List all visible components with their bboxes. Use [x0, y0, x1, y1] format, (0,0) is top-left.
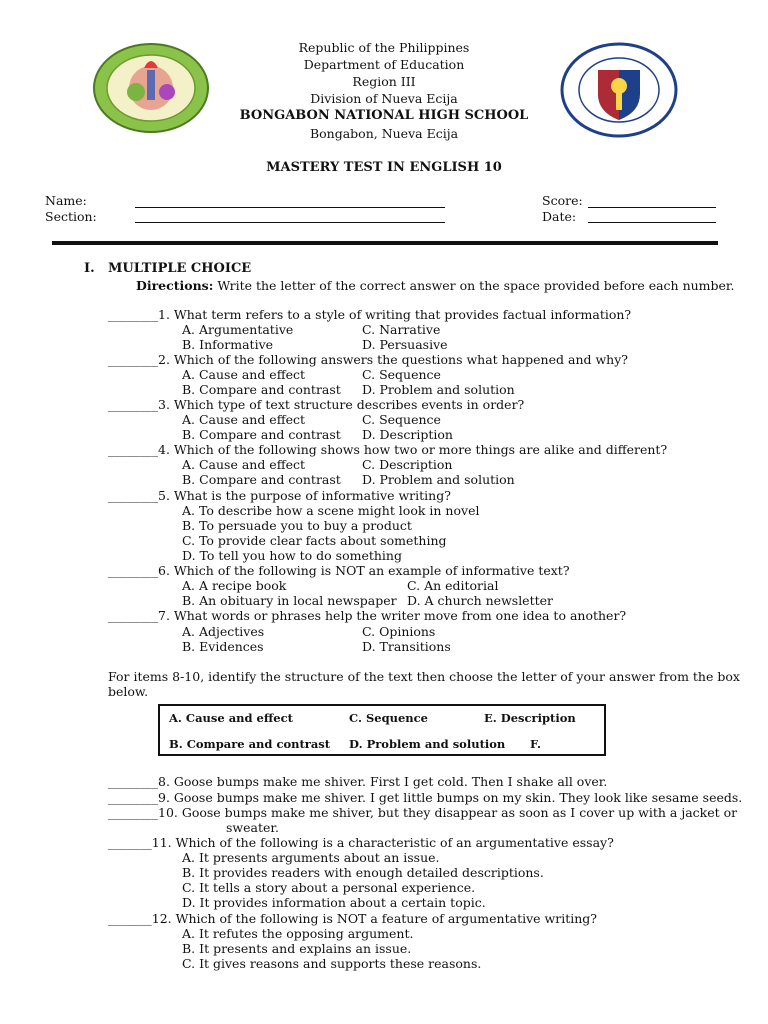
q7-choice-c: C. Opinions — [362, 624, 436, 639]
q12-choice-b: B. It presents and explains an issue. — [182, 941, 412, 956]
box-choice-a: A. Cause and effect — [169, 711, 293, 725]
part-number: I. — [84, 261, 95, 276]
item-10: ________10. Goose bumps make me shiver, but they disappear as soon as I cover up with a jacket or — [108, 805, 738, 820]
q5-choice-c: C. To provide clear facts about something — [182, 533, 447, 548]
date-line[interactable] — [588, 222, 716, 223]
q1-choice-a: A. Argumentative — [182, 322, 294, 337]
question-4: ________4. Which of the following shows how two or more things are alike and different? — [108, 442, 668, 457]
q11-choice-a: A. It presents arguments about an issue. — [182, 850, 440, 865]
q4-choice-d: D. Problem and solution — [362, 472, 515, 487]
q3-choice-d: D. Description — [362, 427, 453, 442]
q2-choice-c: C. Sequence — [362, 367, 441, 382]
q5-choice-b: B. To persuade you to buy a product — [182, 518, 412, 533]
score-label: Score: — [542, 193, 583, 208]
name-line[interactable] — [135, 207, 445, 208]
header-republic: Republic of the Philippines — [298, 40, 470, 55]
q1-choice-b: B. Informative — [182, 337, 274, 352]
question-6: ________6. Which of the following is NOT an example of informative text? — [108, 563, 570, 578]
question-7: ________7. What words or phrases help the writer move from one idea to another? — [108, 608, 627, 623]
q2-choice-b: B. Compare and contrast — [182, 382, 341, 397]
q4-choice-a: A. Cause and effect — [182, 457, 306, 472]
q7-choice-a: A. Adjectives — [182, 624, 265, 639]
directions-text: Write the letter of the correct answer on the space provided before each number. — [217, 278, 735, 293]
header-region: Region III — [352, 74, 416, 89]
q11-choice-c: C. It tells a story about a personal experience. — [182, 880, 476, 895]
box-choice-b: B. Compare and contrast — [169, 737, 331, 751]
box-choice-f: F. — [530, 737, 542, 751]
instruction-8-10-line1: For items 8-10, identify the structure of the text then choose the letter of your answer from the box — [108, 669, 740, 684]
header-department: Department of Education — [303, 57, 465, 72]
instruction-8-10-line2: below. — [108, 684, 149, 699]
q6-choice-a: A. A recipe book — [182, 578, 287, 593]
q3-choice-a: A. Cause and effect — [182, 412, 306, 427]
q12-choice-a: A. It refutes the opposing argument. — [182, 926, 414, 941]
header-division: Division of Nueva Ecija — [310, 91, 458, 106]
question-3: ________3. Which type of text structure describes events in order? — [108, 397, 525, 412]
question-11: _______11. Which of the following is a characteristic of an argumentative essay? — [108, 835, 614, 850]
directions-label: Directions: — [136, 278, 214, 293]
question-5: ________5. What is the purpose of informative writing? — [108, 488, 451, 503]
score-line[interactable] — [588, 207, 716, 208]
school-name: BONGABON NATIONAL HIGH SCHOOL — [239, 108, 529, 123]
q2-choice-a: A. Cause and effect — [182, 367, 306, 382]
q11-choice-b: B. It provides readers with enough detailed descriptions. — [182, 865, 544, 880]
directions — [136, 278, 735, 293]
box-choice-e: E. Description — [484, 711, 576, 725]
box-choice-d: D. Problem and solution — [349, 737, 506, 751]
q6-choice-c: C. An editorial — [407, 578, 499, 593]
q1-choice-d: D. Persuasive — [362, 337, 448, 352]
q6-choice-b: B. An obituary in local newspaper — [182, 593, 397, 608]
question-2: ________2. Which of the following answers the questions what happened and why? — [108, 352, 628, 367]
item-10-continued: sweater. — [226, 820, 279, 835]
q2-choice-d: D. Problem and solution — [362, 382, 515, 397]
item-8: ________8. Goose bumps make me shiver. First I get cold. Then I shake all over. — [108, 774, 608, 789]
name-label: Name: — [45, 193, 87, 208]
q7-choice-b: B. Evidences — [182, 639, 264, 654]
section-label: Section: — [45, 209, 97, 224]
q6-choice-d: D. A church newsletter — [407, 593, 554, 608]
question-1: ________1. What term refers to a style of writing that provides factual information? — [108, 307, 632, 322]
q5-choice-a: A. To describe how a scene might look in novel — [182, 503, 480, 518]
part-title: MULTIPLE CHOICE — [108, 261, 252, 276]
q3-choice-b: B. Compare and contrast — [182, 427, 341, 442]
q12-choice-c: C. It gives reasons and supports these reasons. — [182, 956, 482, 971]
header-divider — [52, 241, 718, 245]
q1-choice-c: C. Narrative — [362, 322, 441, 337]
q5-choice-d: D. To tell you how to do something — [182, 548, 402, 563]
item-9: ________9. Goose bumps make me shiver. I get little bumps on my skin. They look like sesame seeds. — [108, 790, 743, 805]
question-12: _______12. Which of the following is NOT a feature of argumentative writing? — [108, 911, 597, 926]
test-title: MASTERY TEST IN ENGLISH 10 — [266, 160, 502, 175]
q11-choice-d: D. It provides information about a certain topic. — [182, 895, 486, 910]
section-line[interactable] — [135, 222, 445, 223]
q4-choice-c: C. Description — [362, 457, 453, 472]
answer-choices-box — [158, 704, 606, 756]
school-location: Bongabon, Nueva Ecija — [309, 126, 459, 141]
box-choice-c: C. Sequence — [349, 711, 428, 725]
date-label: Date: — [542, 209, 577, 224]
q7-choice-d: D. Transitions — [362, 639, 451, 654]
q3-choice-c: C. Sequence — [362, 412, 441, 427]
q4-choice-b: B. Compare and contrast — [182, 472, 341, 487]
